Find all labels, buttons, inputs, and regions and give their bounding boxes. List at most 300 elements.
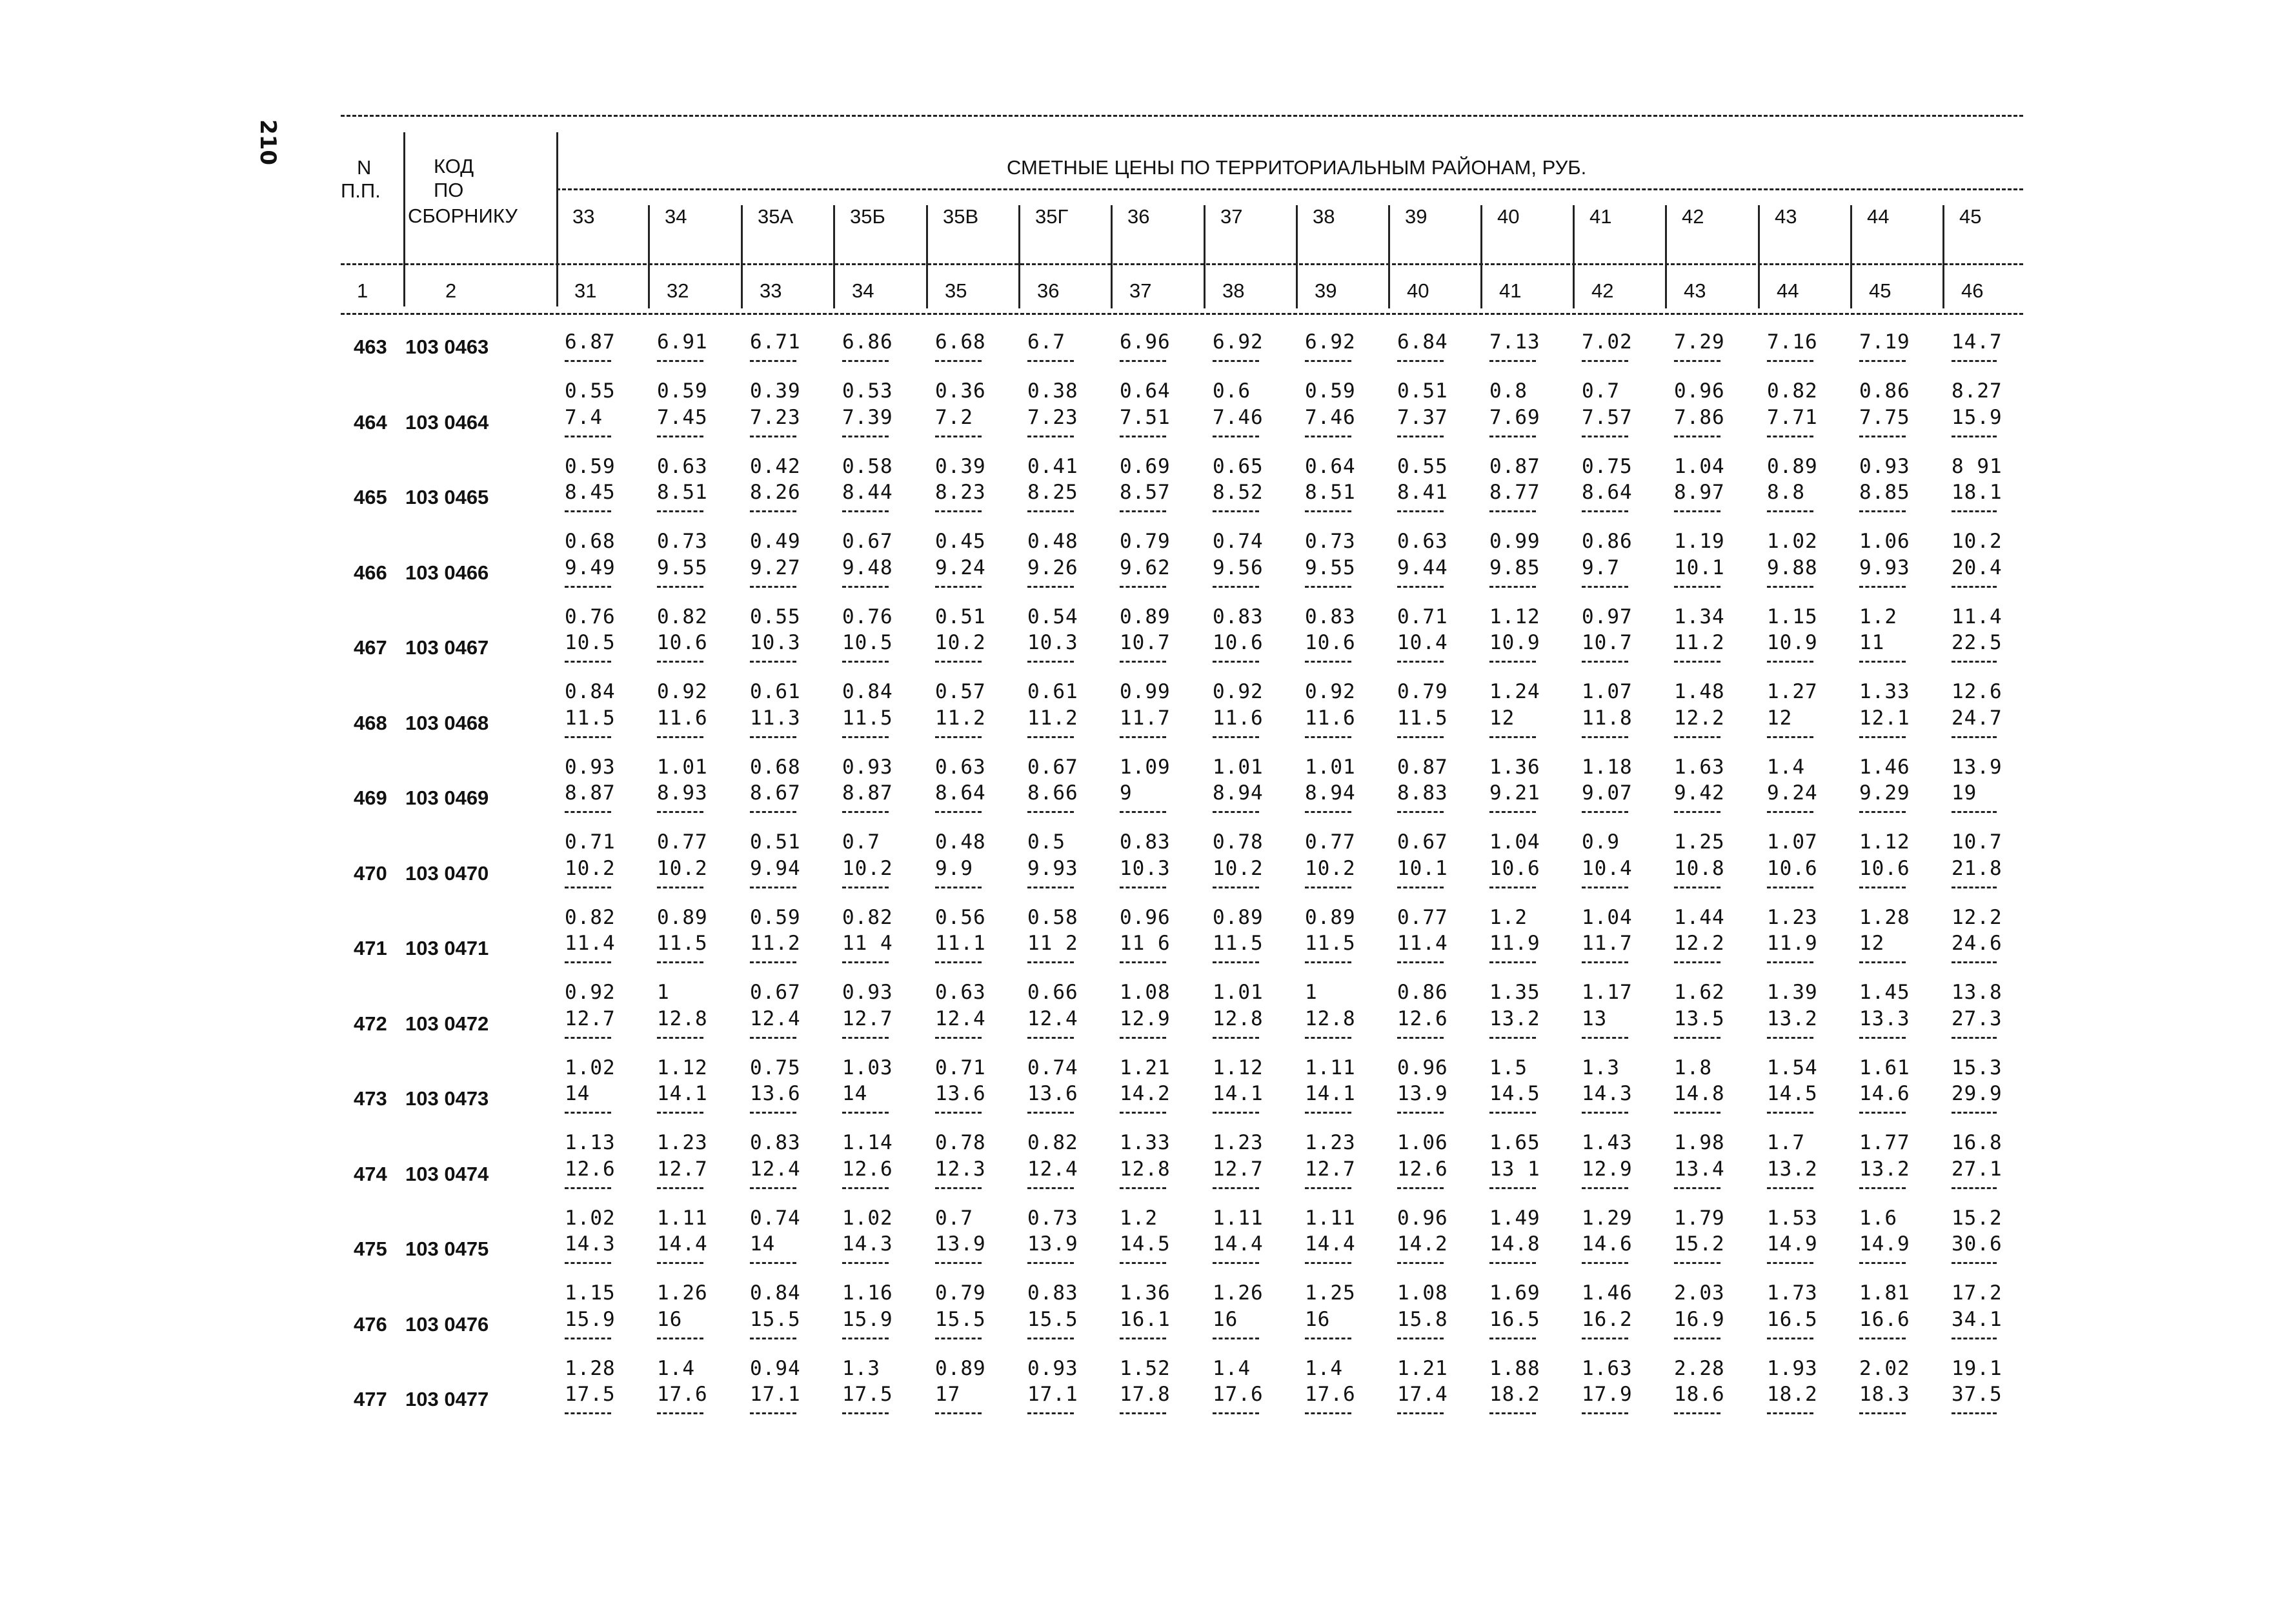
price-top: 13.6: [750, 1082, 801, 1105]
price-bottom: 1.07: [1582, 680, 1633, 703]
cell-underline: [935, 436, 982, 437]
cell-underline: [935, 510, 982, 512]
price-bottom: 0.58: [842, 454, 893, 478]
price-top: 6.92: [1213, 330, 1264, 354]
price-bottom: 0.39: [750, 379, 801, 403]
price-top: 6.86: [842, 330, 893, 354]
price-bottom: 1.43: [1582, 1131, 1633, 1154]
cell-underline: [1489, 586, 1536, 588]
price-top: 30.6: [1952, 1232, 2003, 1256]
cell-underline: [1582, 360, 1628, 362]
price-top: 9.49: [565, 556, 616, 579]
price-top: 12.1: [1859, 706, 1910, 730]
cell-underline: [565, 661, 611, 663]
price-top: 9.24: [935, 556, 986, 579]
cell-underline: [1767, 736, 1813, 738]
cell-underline: [565, 961, 611, 963]
price-top: 7.23: [1027, 405, 1078, 429]
price-top: 10.2: [1213, 856, 1264, 880]
cell-underline: [657, 586, 703, 588]
cell-underline: [1767, 1112, 1813, 1114]
price-bottom: 0.96: [1674, 379, 1725, 403]
price-top: 12: [1859, 932, 1885, 955]
price-top: 8.97: [1674, 481, 1725, 504]
cell-underline: [1489, 1187, 1536, 1189]
cell-underline: [1213, 1338, 1259, 1339]
cell-underline: [750, 436, 796, 437]
price-top: 17.1: [1027, 1383, 1078, 1406]
price-top: 12.6: [1397, 1157, 1448, 1181]
cell-underline: [1305, 360, 1351, 362]
cell-underline: [1213, 1412, 1259, 1414]
price-top: 24.6: [1952, 932, 2003, 955]
price-top: 20.4: [1952, 556, 2003, 579]
price-top: 34.1: [1952, 1307, 2003, 1331]
cell-underline: [842, 1187, 889, 1189]
price-top: 8.85: [1859, 481, 1910, 504]
price-top: 11.6: [1213, 706, 1264, 730]
price-bottom: 1.23: [1213, 1131, 1264, 1154]
price-bottom: 0.54: [1027, 605, 1078, 628]
price-bottom: 0.8: [1489, 379, 1528, 403]
cell-underline: [1305, 586, 1351, 588]
cell-underline: [1305, 661, 1351, 663]
price-top: 6.68: [935, 330, 986, 354]
cell-underline: [565, 360, 611, 362]
price-bottom: 8 91: [1952, 454, 2003, 478]
cell-underline: [657, 1112, 703, 1114]
cell-underline: [1489, 1412, 1536, 1414]
price-bottom: 0.89: [1213, 905, 1264, 929]
price-bottom: 1.02: [1767, 530, 1818, 553]
price-bottom: 1.08: [1120, 981, 1171, 1004]
cell-underline: [1397, 510, 1444, 512]
row-number: 466: [354, 561, 387, 584]
cell-underline: [1952, 1112, 1997, 1114]
row-number: 476: [354, 1312, 387, 1336]
row-code: 103 0463: [405, 336, 489, 358]
cell-underline: [935, 360, 982, 362]
price-bottom: 0.71: [935, 1056, 986, 1079]
price-bottom: 1.81: [1859, 1281, 1910, 1305]
price-bottom: 1.23: [657, 1131, 708, 1154]
cell-underline: [1489, 1112, 1536, 1114]
cell-underline: [1027, 1338, 1074, 1339]
price-top: 9.56: [1213, 556, 1264, 579]
cell-underline: [1767, 1187, 1813, 1189]
cell-underline: [1767, 360, 1813, 362]
price-top: 13.2: [1767, 1007, 1818, 1030]
price-top: 11.2: [750, 932, 801, 955]
cell-underline: [1582, 736, 1628, 738]
price-bottom: 0.53: [842, 379, 893, 403]
price-bottom: 2.28: [1674, 1356, 1725, 1380]
price-top: 12.3: [935, 1157, 986, 1181]
district-header: 35В: [943, 205, 979, 228]
cell-underline: [565, 1037, 611, 1039]
price-bottom: 0.78: [1213, 830, 1264, 854]
cell-underline: [1582, 1037, 1628, 1039]
row-code: 103 0469: [405, 787, 489, 809]
cell-underline: [1213, 887, 1259, 888]
price-bottom: 1.01: [1213, 755, 1264, 779]
price-top: 9.07: [1582, 781, 1633, 805]
price-bottom: 1.3: [1582, 1056, 1620, 1079]
price-top: 14.6: [1582, 1232, 1633, 1256]
header-vline: [1850, 205, 1852, 308]
price-top: 12.8: [1120, 1157, 1171, 1181]
price-top: 12.8: [657, 1007, 708, 1030]
price-bottom: 1.15: [1767, 605, 1818, 628]
price-top: 6.7: [1027, 330, 1065, 354]
price-top: 18.2: [1489, 1383, 1540, 1406]
price-top: 9.62: [1120, 556, 1171, 579]
price-bottom: 0.78: [935, 1131, 986, 1154]
cell-underline: [1489, 887, 1536, 888]
price-bottom: 1.12: [657, 1056, 708, 1079]
price-bottom: 8.27: [1952, 379, 2003, 403]
numbering-cell: 32: [667, 279, 689, 302]
price-bottom: 1.23: [1767, 905, 1818, 929]
cell-underline: [657, 1262, 703, 1264]
price-top: 14.1: [1213, 1082, 1264, 1105]
cell-underline: [750, 1112, 796, 1114]
price-top: 14.4: [657, 1232, 708, 1256]
price-top: 11.9: [1489, 932, 1540, 955]
price-top: 27.3: [1952, 1007, 2003, 1030]
price-top: 15.5: [1027, 1307, 1078, 1331]
row-number: 465: [354, 486, 387, 508]
price-top: 7.16: [1767, 330, 1818, 354]
price-bottom: 1.36: [1120, 1281, 1171, 1305]
price-top: 7.71: [1767, 405, 1818, 429]
price-top: 9.27: [750, 556, 801, 579]
district-header: 33: [572, 205, 595, 228]
cell-underline: [1767, 961, 1813, 963]
header-vline: [556, 132, 558, 306]
cell-underline: [1213, 360, 1259, 362]
district-header: 41: [1589, 205, 1612, 228]
price-top: 9: [1120, 781, 1133, 805]
price-top: 10.5: [565, 631, 616, 654]
cell-underline: [1027, 887, 1074, 888]
price-top: 12.7: [657, 1157, 708, 1181]
price-bottom: 0.87: [1397, 755, 1448, 779]
price-top: 8.94: [1213, 781, 1264, 805]
price-top: 9.24: [1767, 781, 1818, 805]
cell-underline: [1582, 1187, 1628, 1189]
cell-underline: [1859, 1338, 1906, 1339]
price-bottom: 0.66: [1027, 981, 1078, 1004]
numbering-cell: 1: [357, 279, 368, 302]
cell-underline: [1305, 1338, 1351, 1339]
district-header: 37: [1220, 205, 1243, 228]
cell-underline: [1859, 1112, 1906, 1114]
price-top: 12.7: [1305, 1157, 1356, 1181]
price-top: 13 1: [1489, 1157, 1540, 1181]
price-bottom: 1.19: [1674, 530, 1725, 553]
price-top: 14.5: [1489, 1082, 1540, 1105]
price-bottom: 0.73: [657, 530, 708, 553]
price-bottom: 1.46: [1859, 755, 1910, 779]
price-top: 14.4: [1213, 1232, 1264, 1256]
cell-underline: [1674, 436, 1720, 437]
price-bottom: 1.01: [1305, 755, 1356, 779]
cell-underline: [565, 586, 611, 588]
numbering-cell: 46: [1961, 279, 1984, 302]
price-top: 12.4: [1027, 1007, 1078, 1030]
price-top: 14.9: [1767, 1232, 1818, 1256]
price-top: 14.3: [1582, 1082, 1633, 1105]
price-top: 13.9: [935, 1232, 986, 1256]
cell-underline: [1952, 1262, 1997, 1264]
price-bottom: 1.63: [1674, 755, 1725, 779]
price-bottom: 0.93: [1027, 1356, 1078, 1380]
price-top: 11.5: [657, 932, 708, 955]
price-bottom: 1.2: [1489, 905, 1528, 929]
price-top: 12.2: [1674, 932, 1725, 955]
price-bottom: 0.74: [1027, 1056, 1078, 1079]
price-top: 7.02: [1582, 330, 1633, 354]
price-top: 9.29: [1859, 781, 1910, 805]
price-top: 7.46: [1213, 405, 1264, 429]
price-bottom: 10.2: [1952, 530, 2003, 553]
row-code: 103 0473: [405, 1087, 489, 1110]
price-top: 7.75: [1859, 405, 1910, 429]
cell-underline: [657, 1037, 703, 1039]
cell-underline: [1859, 436, 1906, 437]
cell-underline: [1952, 961, 1997, 963]
cell-underline: [1397, 811, 1444, 813]
price-top: 10.2: [1305, 856, 1356, 880]
price-bottom: 0.93: [565, 755, 616, 779]
cell-underline: [1213, 811, 1259, 813]
price-top: 8.52: [1213, 481, 1264, 504]
cell-underline: [1027, 1112, 1074, 1114]
cell-underline: [1027, 360, 1074, 362]
price-bottom: 0.74: [1213, 530, 1264, 553]
price-bottom: 0.41: [1027, 454, 1078, 478]
cell-underline: [657, 961, 703, 963]
price-bottom: 2.03: [1674, 1281, 1725, 1305]
price-bottom: 0.63: [935, 981, 986, 1004]
cell-underline: [842, 436, 889, 437]
price-bottom: 0.87: [1489, 454, 1540, 478]
price-bottom: 1.09: [1120, 755, 1171, 779]
price-bottom: 1.26: [657, 1281, 708, 1305]
price-bottom: 0.51: [750, 830, 801, 854]
price-top: 10.6: [1767, 856, 1818, 880]
price-bottom: 1.26: [1213, 1281, 1264, 1305]
price-bottom: 1.36: [1489, 755, 1540, 779]
price-bottom: 0.86: [1582, 530, 1633, 553]
cell-underline: [842, 1262, 889, 1264]
numbering-cell: 35: [945, 279, 967, 302]
price-bottom: 1.4: [1767, 755, 1805, 779]
price-top: 8.83: [1397, 781, 1448, 805]
cell-underline: [1582, 510, 1628, 512]
cell-underline: [1582, 436, 1628, 437]
cell-underline: [1305, 1262, 1351, 1264]
header-vline: [1942, 205, 1944, 308]
price-top: 12.4: [750, 1007, 801, 1030]
price-bottom: 1.04: [1582, 905, 1633, 929]
price-top: 12: [1767, 706, 1793, 730]
cell-underline: [750, 1187, 796, 1189]
price-bottom: 0.82: [565, 905, 616, 929]
cell-underline: [1767, 1262, 1813, 1264]
price-top: 9.88: [1767, 556, 1818, 579]
header-vline: [1296, 205, 1298, 308]
numbering-cell: 44: [1777, 279, 1799, 302]
price-top: 14.6: [1859, 1082, 1910, 1105]
cell-underline: [1582, 961, 1628, 963]
cell-underline: [1952, 887, 1997, 888]
price-bottom: 0.82: [657, 605, 708, 628]
price-bottom: 0.7: [1582, 379, 1620, 403]
price-bottom: 1.6: [1859, 1206, 1897, 1230]
price-top: 17: [935, 1383, 961, 1406]
price-top: 12.4: [935, 1007, 986, 1030]
numbering-cell: 34: [852, 279, 874, 302]
price-top: 12.6: [565, 1157, 616, 1181]
cell-underline: [657, 1412, 703, 1414]
price-bottom: 19.1: [1952, 1356, 2003, 1380]
price-bottom: 0.77: [1305, 830, 1356, 854]
price-bottom: 0.59: [1305, 379, 1356, 403]
price-top: 13.6: [935, 1082, 986, 1105]
cell-underline: [842, 1412, 889, 1414]
numbering-cell: 45: [1869, 279, 1892, 302]
numbering-cell: 42: [1591, 279, 1614, 302]
cell-underline: [1305, 887, 1351, 888]
price-bottom: 0.7: [935, 1206, 973, 1230]
price-top: 12.4: [750, 1157, 801, 1181]
price-top: 10.3: [750, 631, 801, 654]
price-top: 18.6: [1674, 1383, 1725, 1406]
cell-underline: [842, 1338, 889, 1339]
cell-underline: [842, 586, 889, 588]
row-number: 473: [354, 1087, 387, 1110]
cell-underline: [1674, 736, 1720, 738]
price-top: 10.8: [1674, 856, 1725, 880]
price-top: 8.26: [750, 481, 801, 504]
cell-underline: [935, 1187, 982, 1189]
price-bottom: 0.89: [1767, 454, 1818, 478]
header-code-label: КОД: [434, 155, 474, 177]
cell-underline: [1305, 961, 1351, 963]
row-code: 103 0475: [405, 1238, 489, 1260]
cell-underline: [1767, 436, 1813, 437]
price-bottom: 1.65: [1489, 1131, 1540, 1154]
price-top: 9.7: [1582, 556, 1620, 579]
price-top: 11.7: [1582, 932, 1633, 955]
district-header: 42: [1682, 205, 1704, 228]
cell-underline: [1952, 1412, 1997, 1414]
price-top: 8.67: [750, 781, 801, 805]
cell-underline: [1767, 811, 1813, 813]
price-top: 17.5: [565, 1383, 616, 1406]
cell-underline: [750, 510, 796, 512]
cell-underline: [657, 661, 703, 663]
price-top: 15.8: [1397, 1307, 1448, 1331]
price-bottom: 0.49: [750, 530, 801, 553]
price-top: 10.6: [1305, 631, 1356, 654]
price-top: 22.5: [1952, 631, 2003, 654]
header-vline: [741, 205, 743, 308]
header-vline: [1480, 205, 1482, 308]
cell-underline: [1120, 961, 1166, 963]
cell-underline: [1397, 436, 1444, 437]
district-header: 40: [1497, 205, 1520, 228]
cell-underline: [657, 811, 703, 813]
price-bottom: 0.56: [935, 905, 986, 929]
price-bottom: 1.14: [842, 1131, 893, 1154]
price-top: 8.77: [1489, 481, 1540, 504]
cell-underline: [935, 961, 982, 963]
cell-underline: [1120, 887, 1166, 888]
cell-underline: [1397, 961, 1444, 963]
cell-underline: [1859, 811, 1906, 813]
price-bottom: 0.55: [750, 605, 801, 628]
price-top: 15.2: [1674, 1232, 1725, 1256]
row-code: 103 0464: [405, 410, 489, 434]
price-bottom: 1.52: [1120, 1356, 1171, 1380]
price-top: 7.19: [1859, 330, 1910, 354]
cell-underline: [657, 1338, 703, 1339]
price-top: 7.39: [842, 405, 893, 429]
row-number: 464: [354, 410, 387, 434]
price-bottom: 1.73: [1767, 1281, 1818, 1305]
price-top: 14.2: [1120, 1082, 1171, 1105]
cell-underline: [1674, 1412, 1720, 1414]
cell-underline: [565, 1112, 611, 1114]
price-top: 15.9: [1952, 405, 2003, 429]
price-bottom: 10.7: [1952, 830, 2003, 854]
price-top: 12.7: [842, 1007, 893, 1030]
price-bottom: 0.96: [1397, 1206, 1448, 1230]
cell-underline: [1859, 360, 1906, 362]
price-top: 15.9: [842, 1307, 893, 1331]
price-top: 11.2: [935, 706, 986, 730]
price-top: 10.2: [842, 856, 893, 880]
price-bottom: 0.79: [1397, 680, 1448, 703]
price-top: 14.8: [1489, 1232, 1540, 1256]
price-bottom: 1.21: [1397, 1356, 1448, 1380]
price-bottom: 1.11: [1305, 1206, 1356, 1230]
cell-underline: [657, 1187, 703, 1189]
price-top: 14.2: [1397, 1232, 1448, 1256]
cell-underline: [1859, 1262, 1906, 1264]
cell-underline: [1120, 1262, 1166, 1264]
cell-underline: [1952, 1338, 1997, 1339]
price-bottom: 0.75: [750, 1056, 801, 1079]
cell-underline: [1859, 1037, 1906, 1039]
price-top: 11.5: [1397, 706, 1448, 730]
cell-underline: [1767, 1412, 1813, 1414]
price-top: 7.86: [1674, 405, 1725, 429]
price-bottom: 0.63: [1397, 530, 1448, 553]
price-top: 9.93: [1027, 856, 1078, 880]
price-bottom: 1.33: [1120, 1131, 1171, 1154]
numbering-cell: 39: [1315, 279, 1337, 302]
price-top: 15.9: [565, 1307, 616, 1331]
cell-underline: [1767, 586, 1813, 588]
price-bottom: 0.77: [657, 830, 708, 854]
cell-underline: [750, 811, 796, 813]
cell-underline: [935, 1338, 982, 1339]
cell-underline: [1213, 1037, 1259, 1039]
